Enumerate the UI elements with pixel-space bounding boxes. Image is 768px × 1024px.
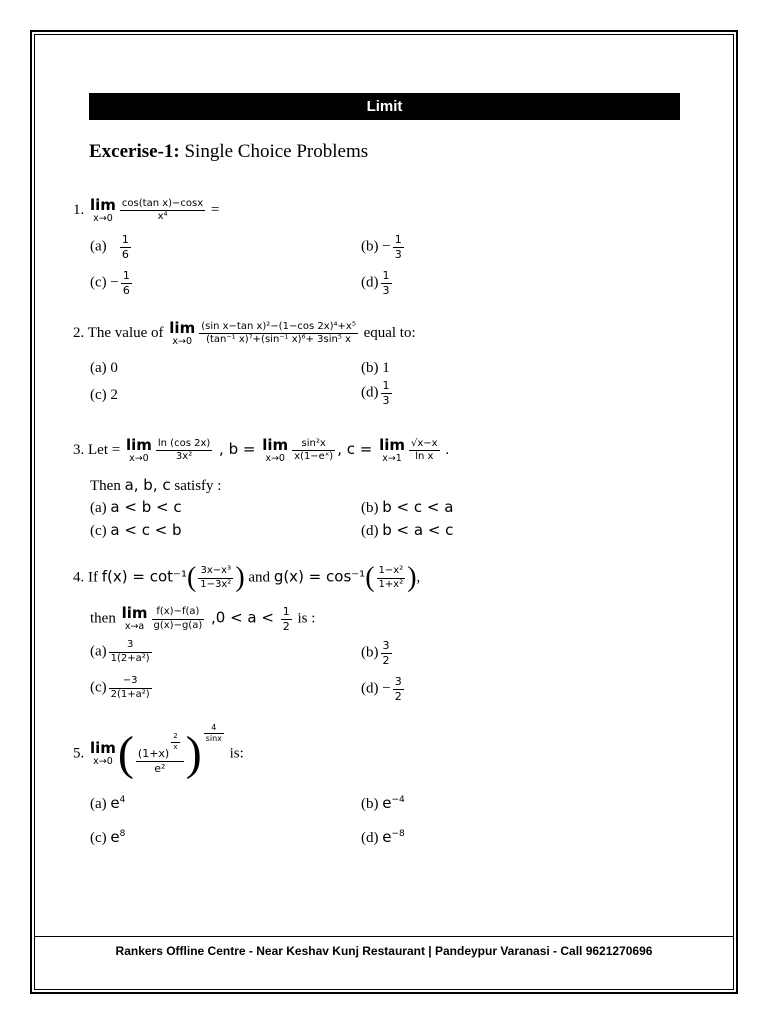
option-5d[interactable]: (d) $e^{-8}$ [361, 828, 405, 846]
question-3: 3. Let = lim x→0 $\frac{\ln (\cos 2x)}{\text{3x²}}$ , b = lim x→0 $\frac{\text{sin²x}}{\text{x(1−eˣ)}}$ , c = lim x→1 $\frac{√x-x}{\text{ln x}}$ . [73, 436, 450, 464]
question-2: 2. The value of lim x→0 $\frac{\text{(sin x−tan x)²−(1−cos 2x)⁴+x⁵}}{\text{(tan⁻¹ x)⁷+(sin⁻¹ x)⁶+ 3sin⁵ x}}$ equal to: [73, 319, 416, 347]
footer-divider [35, 936, 733, 937]
question-number: 5. [73, 745, 85, 762]
limit-fraction: $\frac{\text{cos(tan x)−cosx}}{\text{x⁴}}$ [121, 197, 204, 223]
exercise-heading [89, 141, 368, 163]
question-tail: = [210, 202, 220, 219]
limit-fraction: $\frac{\text{(sin x−tan x)²−(1−cos 2x)⁴+x⁵}}{\text{(tan⁻¹ x)⁷+(sin⁻¹ x)⁶+ 3sin⁵ x}}$ [201, 320, 356, 346]
question-number: 4. [73, 569, 85, 586]
option-2c[interactable]: (c) 2 [90, 387, 118, 403]
option-1d[interactable]: (d) $\frac{1}{3}$ [361, 269, 390, 297]
option-4b[interactable]: (b) $\frac{3}{2}$ [361, 639, 390, 667]
option-1a[interactable]: (a) $\frac{1}{6}$ [90, 233, 129, 261]
exercise-heading-bold: Excerise-1: [89, 141, 180, 162]
footer-text: Rankers Offline Centre - Near Keshav Kunj Restaurant | Pandeypur Varanasi - Call 9621270696 [115, 944, 653, 958]
option-5a[interactable]: (a) $e^4$ [90, 794, 126, 812]
title-banner [89, 93, 680, 120]
option-5b[interactable]: (b) $e^{-4}$ [361, 794, 405, 812]
option-3d[interactable]: (d) b < a < c [361, 521, 454, 539]
option-4d[interactable]: (d) − $\frac{3}{2}$ [361, 675, 402, 703]
question-1 [73, 198, 219, 224]
question-3-line-2: Then a, b, c satisfy : [90, 476, 222, 494]
question-5: 5. lim x→0 ( (1+x) $^{\frac{2}{x}}$ e² ) $\frac{4}{\sin x}$ is: [73, 723, 244, 780]
option-2b[interactable]: (b) 1 [361, 360, 390, 376]
question-number: 2. [73, 325, 85, 342]
question-4: 4. If f(x) = cot⁻¹( $\frac{\text{3x−x³}}{\text{1−3x²}}$ ) and g(x) = cos⁻¹( $\frac{\text{1−x²}}{\text{1+x²}}$ ), [73, 562, 421, 593]
question-number: 3. [73, 442, 85, 459]
option-4a[interactable]: (a) $\frac{3}{\text{1(2+a²)}}$ [90, 639, 150, 664]
option-2a[interactable]: (a) 0 [90, 360, 118, 376]
option-1b[interactable]: (b) − $\frac{1}{3}$ [361, 233, 402, 261]
limit-operator: lim x→0 [169, 319, 196, 347]
option-5c[interactable]: (c) $e^8$ [90, 828, 126, 846]
exercise-heading-rest: Single Choice Problems [179, 141, 369, 162]
option-3b[interactable]: (b) b < c < a [361, 498, 454, 516]
limit-operator: lim x→0 [90, 196, 116, 224]
option-3c[interactable]: (c) a < c < b [90, 521, 182, 539]
limit-operator: lim x→0 [90, 739, 116, 768]
banner-title: Limit [366, 98, 403, 115]
option-4c[interactable]: (c) $\frac{-3}{\text{2(1+a²)}}$ [90, 675, 150, 700]
option-1c[interactable]: (c) − $\frac{1}{6}$ [90, 269, 130, 297]
question-4-line-2: then lim x→a $\frac{f(x)-f(a)}{g(x)-g(a)}$ ,0 < a < $\frac{1}{2}$ is : [90, 604, 316, 633]
option-2d[interactable]: (d) $\frac{1}{3}$ [361, 379, 390, 407]
option-3a[interactable]: (a) a < b < c [90, 498, 182, 516]
question-number: 1. [73, 202, 85, 219]
